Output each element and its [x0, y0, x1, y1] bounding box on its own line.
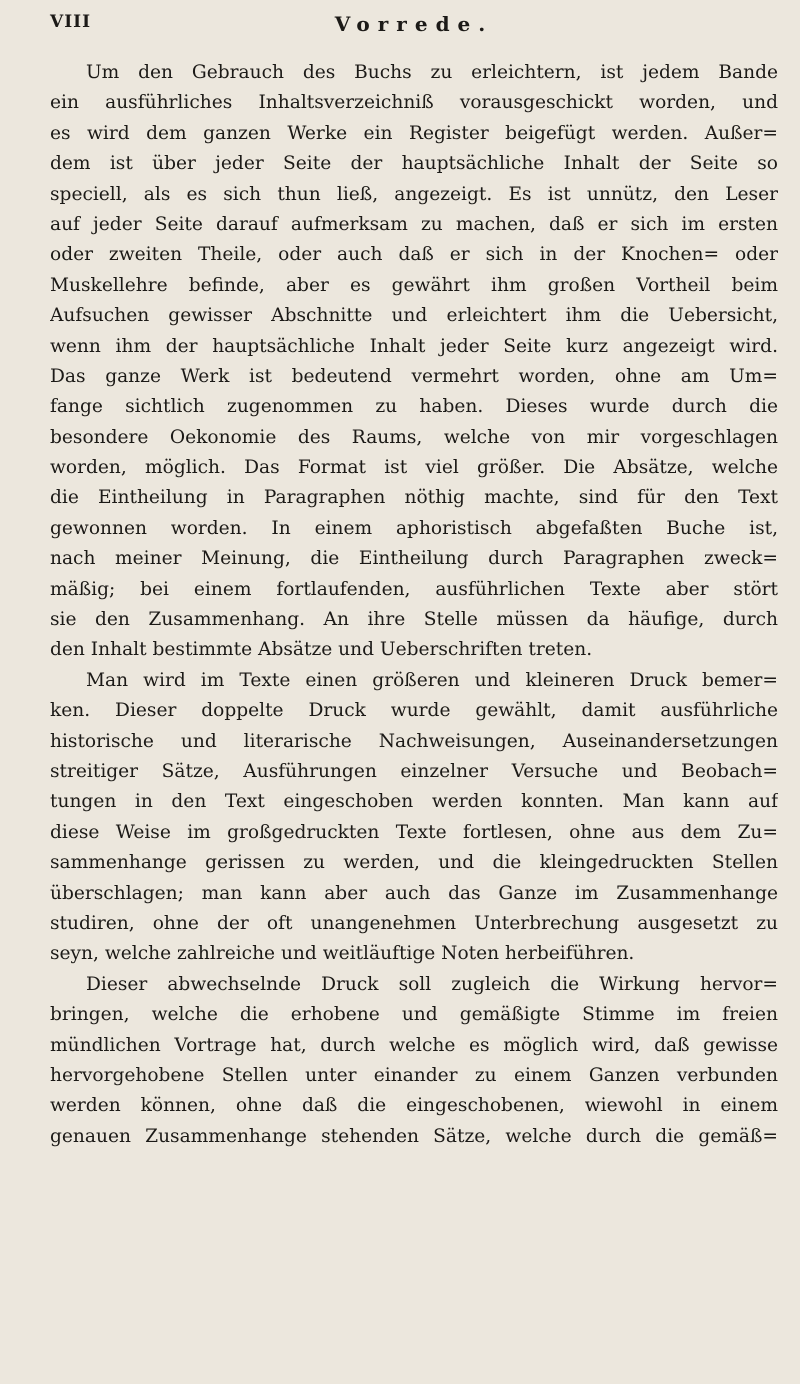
text-line: seyn, welche zahlreiche und weitläuftige Noten herbeiführen.: [50, 943, 635, 965]
text-line: es wird dem ganzen Werke ein Register beigefügt werden. Außer=: [50, 122, 778, 144]
text-line: historische und literarische Nachweisungen, Auseinandersetzungen: [50, 730, 778, 752]
text-line: streitiger Sätze, Ausführungen einzelner Versuche und Beobach=: [50, 760, 778, 782]
text-line: werden können, ohne daß die eingeschobenen, wiewohl in einem: [50, 1095, 778, 1117]
text-line: oder zweiten Theile, oder auch daß er sich in der Knochen= oder: [50, 244, 778, 266]
text-line: dem ist über jeder Seite der hauptsächliche Inhalt der Seite so: [50, 153, 778, 175]
text-line: Man wird im Texte einen größeren und kleineren Druck bemer=: [86, 669, 778, 691]
text-line: nach meiner Meinung, die Eintheilung durch Paragraphen zweck=: [50, 548, 778, 570]
text-line: auf jeder Seite darauf aufmerksam zu machen, daß er sich im ersten: [50, 213, 778, 235]
text-line: Um den Gebrauch des Buchs zu erleichtern, ist jedem Bande: [86, 62, 778, 83]
text-line: bringen, welche die erhobene und gemäßigte Stimme im freien: [50, 1004, 778, 1026]
page-number: VIII: [50, 12, 92, 32]
text-line: gewonnen worden. In einem aphoristisch abgefaßten Buche ist,: [50, 517, 778, 539]
text-line: Dieser abwechselnde Druck soll zugleich die Wirkung hervor=: [86, 973, 778, 995]
text-line: die Eintheilung in Paragraphen nöthig machte, sind für den Text: [50, 487, 778, 509]
text-line: ein ausführliches Inhaltsverzeichniß vorausgeschickt worden, und: [50, 92, 778, 114]
text-line: fange sichtlich zugenommen zu haben. Dieses wurde durch die: [50, 396, 778, 418]
text-line: tungen in den Text eingeschoben werden konnten. Man kann auf: [50, 791, 778, 813]
paragraph: [50, 58, 778, 666]
text-line: sammenhange gerissen zu werden, und die kleingedruckten Stellen: [50, 852, 778, 874]
text-line: den Inhalt bestimmte Absätze und Ueberschriften treten.: [50, 639, 593, 661]
text-line: diese Weise im großgedruckten Texte fortlesen, ohne aus dem Zu=: [50, 821, 778, 843]
body-text: [50, 58, 778, 1152]
text-line: Aufsuchen gewisser Abschnitte und erleichtert ihm die Uebersicht,: [50, 305, 778, 327]
text-line: sie den Zusammenhang. An ihre Stelle müssen da häufige, durch: [50, 609, 778, 631]
text-line: wenn ihm der hauptsächliche Inhalt jeder Seite kurz angezeigt wird.: [50, 335, 778, 357]
text-line: worden, möglich. Das Format ist viel größer. Die Absätze, welche: [50, 457, 778, 479]
text-line: mündlichen Vortrage hat, durch welche es möglich wird, daß gewisse: [50, 1034, 778, 1056]
text-line: überschlagen; man kann aber auch das Ganze im Zusammenhange: [50, 882, 778, 904]
paragraph: [50, 666, 778, 970]
text-line: besondere Oekonomie des Raums, welche von mir vorgeschlagen: [50, 426, 778, 448]
page-title: Vorrede.: [334, 12, 494, 36]
text-line: speciell, als es sich thun ließ, angezeigt. Es ist unnütz, den Leser: [50, 183, 778, 205]
text-line: studiren, ohne der oft unangenehmen Unterbrechung ausgesetzt zu: [50, 912, 778, 934]
running-head: [50, 12, 778, 58]
paragraph: [50, 970, 778, 1152]
text-line: Muskellehre befinde, aber es gewährt ihm großen Vortheil beim: [50, 274, 778, 296]
text-line: mäßig; bei einem fortlaufenden, ausführlichen Texte aber stört: [50, 578, 778, 600]
text-line: genauen Zusammenhange stehenden Sätze, welche durch die gemäß=: [50, 1125, 778, 1147]
text-line: ken. Dieser doppelte Druck wurde gewählt, damit ausführliche: [50, 700, 778, 722]
text-line: hervorgehobene Stellen unter einander zu einem Ganzen verbunden: [50, 1064, 778, 1086]
text-line: Das ganze Werk ist bedeutend vermehrt worden, ohne am Um=: [50, 365, 778, 387]
